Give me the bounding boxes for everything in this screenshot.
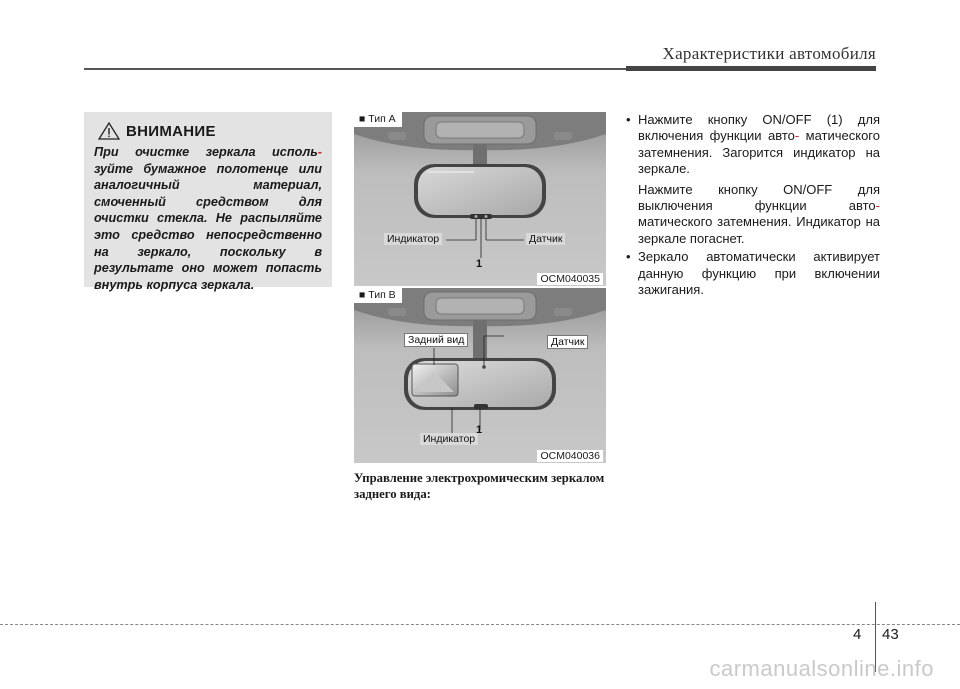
- warning-box: [84, 112, 332, 292]
- bullet: •: [626, 112, 631, 127]
- instruction-1-para-1-text-a: Нажмите кнопку ON/OFF (1) для включения функции авто: [638, 112, 880, 144]
- footer-dashed-rule: [0, 624, 960, 625]
- warning-triangle-icon: [98, 122, 120, 140]
- callout-number-b: 1: [476, 424, 483, 436]
- chapter-number: 4: [853, 626, 862, 643]
- instruction-1-para-2: [638, 182, 880, 248]
- warning-hyphen: -: [317, 145, 322, 159]
- indicator-label-b: Индикатор: [420, 433, 478, 445]
- figure-caption: Управление электрохромическим зеркалом заднего вида:: [354, 471, 605, 502]
- warning-title: ВНИМАНИЕ: [126, 122, 216, 140]
- figure-type-a: [354, 112, 606, 286]
- bullet: •: [626, 249, 631, 265]
- figure-code-b: OCM040036: [537, 450, 603, 462]
- figure-code-a: OCM040035: [537, 273, 603, 285]
- instructions-list: [624, 112, 880, 298]
- mirror-type-b-illustration: [354, 288, 606, 463]
- warning-text-part1: При очистке зеркала исполь: [94, 145, 318, 159]
- page-header-title: Характеристики автомобиля: [662, 44, 876, 63]
- instruction-item-2: [624, 249, 880, 298]
- sensor-label-a: Датчик: [526, 233, 565, 245]
- warning-header: [98, 122, 322, 140]
- instruction-1-para-2-hyphen: -: [875, 198, 880, 214]
- watermark: carmanualsonline.info: [709, 656, 934, 681]
- instruction-1-para-1: [638, 112, 880, 178]
- page-number: 43: [882, 626, 899, 643]
- warning-text-part2: зуйте бумажное полотенце или аналогичный материал, смоченный средством для очистки стекла. Не распыляйте это средство непосредственно на зеркало, поскольку в результате оно может попасть внутрь корпуса зеркала.: [94, 161, 322, 292]
- figure-type-b: [354, 288, 606, 463]
- instruction-1-para-2-text-b: матического затемнения. Индикатор на зеркале погаснет.: [638, 214, 880, 246]
- sensor-label-b: Датчик: [547, 335, 588, 349]
- instruction-1-para-1-hyphen: -: [794, 128, 800, 144]
- type-b-label: ■ Тип B: [354, 288, 402, 303]
- instruction-1-para-2-text-a: Нажмите кнопку ON/OFF для выключения функции авто: [638, 181, 880, 214]
- instruction-2-text: Зеркало автоматически активирует данную функцию при включении зажигания.: [638, 249, 880, 298]
- rear-view-label-b: Задний вид: [404, 333, 468, 347]
- type-a-label: ■ Тип A: [354, 112, 402, 127]
- header-rule-accent: [626, 66, 876, 71]
- warning-text: [94, 144, 322, 293]
- instruction-1-para-1-text-b: матического затемнения. Загорится индикатор на зеркале.: [638, 128, 880, 177]
- callout-number-a: 1: [476, 258, 483, 270]
- instruction-item-1: [624, 112, 880, 247]
- indicator-label-a: Индикатор: [384, 233, 442, 245]
